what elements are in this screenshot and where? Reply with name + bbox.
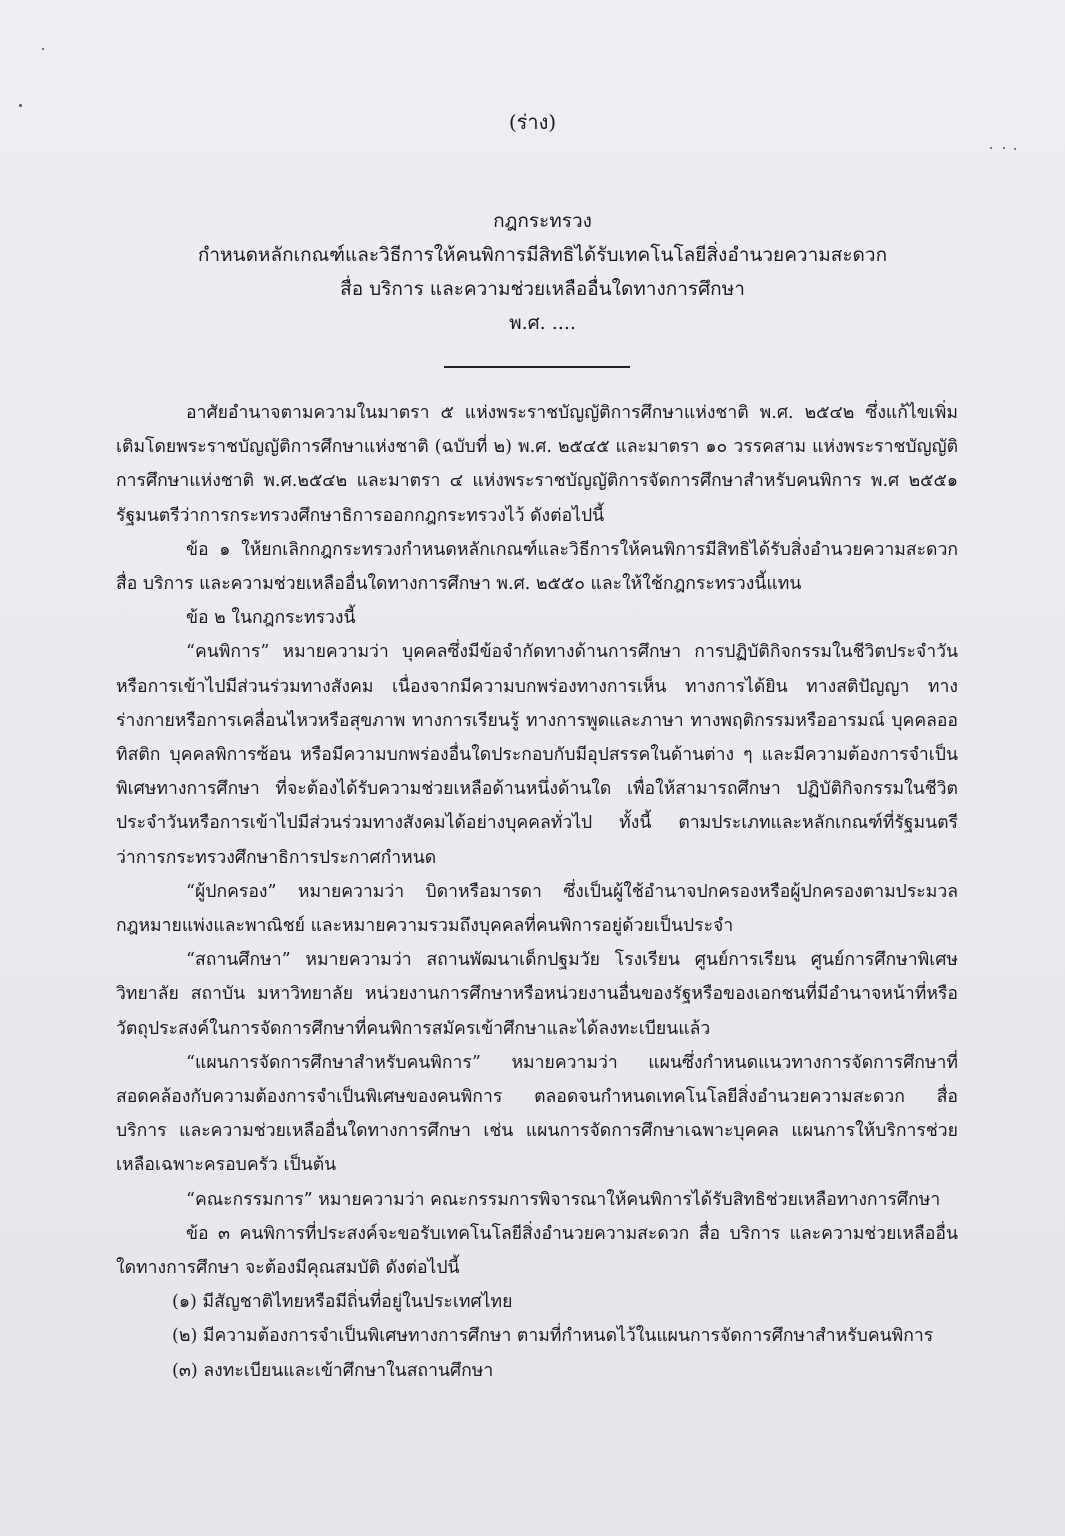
definition-education-plan: [116, 1046, 958, 1183]
definition-committee: [116, 1183, 958, 1217]
clause-1: ข้อ ๑ ให้ยกเลิกกฎกระทรวงกำหนดหลักเกณฑ์และวิธีการให้คนพิการมีสิทธิได้รับสิ่งอำนวยความสะดวก สื่อ บริการ และความช่วยเหลืออื่นใดทางการศึกษา พ.ศ. ๒๕๕๐ และให้ใช้กฎกระทรวงนี้แทน: [116, 539, 958, 595]
definition-text: หมายความว่า คณะกรรมการพิจารณาให้คนพิการได้รับสิทธิช่วยเหลือทางการศึกษา: [312, 1189, 941, 1210]
definition-term: “แผนการจัดการศึกษาสำหรับคนพิการ”: [186, 1052, 481, 1073]
title-line-subject: กำหนดหลักเกณฑ์และวิธีการให้คนพิการมีสิทธิได้รับเทคโนโลยีสิ่งอำนวยความสะดวก: [197, 244, 888, 266]
preamble-paragraph: อาศัยอำนาจตามความในมาตรา ๕ แห่งพระราชบัญญัติการศึกษาแห่งชาติ พ.ศ. ๒๕๔๒ ซึ่งแก้ไขเพิ่มเติมโดยพระราชบัญญัติการศึกษาแห่งชาติ (ฉบับที่ ๒) พ.ศ. ๒๕๔๕ และมาตรา ๑๐ วรรคสาม แห่งพระราชบัญญัติการศึกษาแห่งชาติ พ.ศ.๒๕๔๒ และมาตรา ๔ แห่งพระราชบัญญัติการจัดการศึกษาสำหรับคนพิการ พ.ศ ๒๕๕๑ รัฐมนตรีว่าการกระทรวงศึกษาธิการออกกฎกระทรวงไว้ ดังต่อไปนี้: [116, 403, 958, 526]
paper-speck: [1003, 147, 1005, 149]
definition-term: “คณะกรรมการ”: [186, 1189, 313, 1210]
paper-speck: [42, 48, 44, 50]
document-body: [116, 396, 958, 1388]
qualification-item: (๒) มีความต้องการจำเป็นพิเศษทางการศึกษา ตามที่กำหนดไว้ในแผนการจัดการศึกษาสำหรับคนพิการ: [172, 1326, 934, 1347]
paper-speck: [990, 147, 992, 149]
definition-disabled-person: [116, 635, 958, 874]
definition-text: หมายความว่า บิดาหรือมารดา ซึ่งเป็นผู้ใช้อำนาจปกครองหรือผู้ปกครองตามประมวลกฎหมายแพ่งและพาณิชย์ และหมายความรวมถึงบุคคลที่คนพิการอยู่ด้วยเป็นประจำ: [116, 881, 958, 937]
clause-3: ข้อ ๓ คนพิการที่ประสงค์จะขอรับเทคโนโลยีสิ่งอำนวยความสะดวก สื่อ บริการ และความช่วยเหลืออื่นใดทางการศึกษา จะต้องมีคุณสมบัติ ดังต่อไปนี้: [116, 1223, 958, 1279]
definition-text: หมายความว่า แผนซึ่งกำหนดแนวทางการจัดการศึกษาที่สอดคล้องกับความต้องการจำเป็นพิเศษของคนพิการ ตลอดจนกำหนดเทคโนโลยีสิ่งอำนวยความสะดวก สื่อ บริการ และความช่วยเหลืออื่นใดทางการศึกษา เช่น แผนการจัดการศึกษาเฉพาะบุคคล แผนการให้บริการช่วยเหลือเฉพาะครอบครัว เป็นต้น: [116, 1052, 958, 1176]
title-divider: [444, 366, 630, 368]
title-line-subject-cont: สื่อ บริการ และความช่วยเหลืออื่นใดทางการศึกษา: [340, 278, 745, 300]
draft-label: (ร่าง): [508, 110, 557, 134]
document-title: [100, 204, 985, 340]
definition-educational-institution: [116, 943, 958, 1046]
definition-text: หมายความว่า สถานพัฒนาเด็กปฐมวัย โรงเรียน ศูนย์การเรียน ศูนย์การศึกษาพิเศษ วิทยาลัย สถาบัน มหาวิทยาลัย หน่วยงานการศึกษาหรือหน่วยงานอื่นของรัฐหรือของเอกชนที่มีอำนาจหน้าที่หรือวัตถุประสงค์ในการจัดการศึกษาที่คนพิการสมัครเข้าศึกษาและได้ลงทะเบียนแล้ว: [116, 950, 958, 1039]
qualification-item: (๑) มีสัญชาติไทยหรือมีถิ่นที่อยู่ในประเทศไทย: [172, 1292, 513, 1313]
qualification-item: (๓) ลงทะเบียนและเข้าศึกษาในสถานศึกษา: [172, 1360, 494, 1381]
title-line-year: พ.ศ. ....: [509, 312, 576, 334]
title-line-regulation: กฎกระทรวง: [493, 210, 592, 232]
definition-term: “ผู้ปกครอง”: [186, 881, 277, 902]
definition-term: “สถานศึกษา”: [186, 950, 291, 971]
definition-guardian: [116, 875, 958, 943]
clause-2: ข้อ ๒ ในกฎกระทรวงนี้: [186, 608, 356, 629]
definition-term: “คนพิการ”: [186, 642, 270, 663]
paper-speck: [1014, 148, 1016, 150]
definition-text: หมายความว่า บุคคลซึ่งมีข้อจำกัดทางด้านการศึกษา การปฏิบัติกิจกรรมในชีวิตประจำวันหรือการเข้าไปมีส่วนร่วมทางสังคม เนื่องจากมีความบกพร่องทางการเห็น ทางการได้ยิน ทางสติปัญญา ทางร่างกายหรือการเคลื่อนไหวหรือสุขภาพ ทางการเรียนรู้ ทางการพูดและภาษา ทางพฤติกรรมหรืออารมณ์ บุคคลออทิสติก บุคคลพิการซ้อน หรือมีความบกพร่องอื่นใดประกอบกับมีอุปสรรคในด้านต่าง ๆ และมีความต้องการจำเป็นพิเศษทางการศึกษา ที่จะต้องได้รับความช่วยเหลือด้านหนึ่งด้านใด เพื่อให้สามารถศึกษา ปฏิบัติกิจกรรมในชีวิตประจำวันหรือการเข้าไปมีส่วนร่วมทางสังคมได้อย่างบุคคลทั่วไป ทั้งนี้ ตามประเภทและหลักเกณฑ์ที่รัฐมนตรีว่าการกระทรวงศึกษาธิการประกาศกำหนด: [116, 642, 958, 868]
